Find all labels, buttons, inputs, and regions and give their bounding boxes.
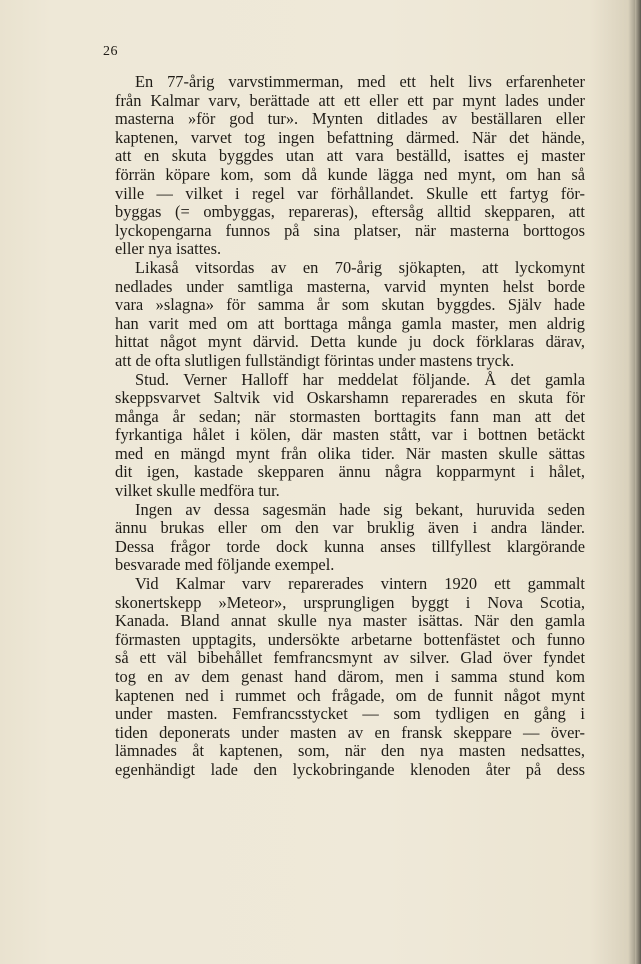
- text-line: tog en av dem genast hand därom, men i samma stund kom: [115, 667, 585, 686]
- text-line: Ingen av dessa sagesmän hade sig bekant, huruvida seden: [135, 499, 585, 519]
- page-number: 26: [103, 44, 118, 59]
- text-line: ville — vilket i regel var förhållandet. Skulle ett fartyg för-: [115, 183, 585, 203]
- text-line: lämnades åt kaptenen, som, när den nya masten nedsattes,: [115, 741, 585, 761]
- body-text: [115, 73, 585, 780]
- text-line: att de ofta slutligen fullständigt förintas under mastens tryck.: [115, 350, 515, 370]
- text-line: nedlades under samtliga masterna, varvid mynten helst borde: [115, 276, 585, 296]
- text-line: många år sedan; när stormasten borttagits fann man att det: [115, 406, 585, 426]
- text-line: tiden deponerats under masten av en fransk skeppare — över-: [115, 722, 585, 742]
- text-line: dit igen, kastade skepparen ännu några kopparmynt i hålet,: [115, 462, 585, 482]
- text-line: under masten. Femfrancsstycket — som tydligen en gång i: [115, 704, 585, 724]
- text-line: egenhändigt lade den lyckobringande klenoden åter på dess: [115, 759, 585, 779]
- text-line: han varit med om att borttaga många gamla master, men aldrig: [115, 313, 585, 333]
- text-line: En 77-årig varvstimmerman, med ett helt livs erfarenheter: [135, 72, 585, 91]
- text-line: Dessa frågor torde dock kunna anses tillfyllest klargörande: [115, 536, 585, 556]
- text-line: att en skuta byggdes utan att vara beställd, isattes ej master: [115, 146, 585, 166]
- text-line: hittat något mynt därvid. Detta kunde ju dock förklaras därav,: [115, 332, 585, 352]
- text-line: Vid Kalmar varv reparerades vintern 1920 ett gammalt: [135, 574, 585, 594]
- text-line: Stud. Verner Halloff har meddelat följande. Å det gamla: [135, 369, 585, 389]
- text-line: med en mängd mynt från olika tider. När masten skulle sättas: [115, 443, 585, 463]
- text-line: från Kalmar varv, berättade att ett eller ett par mynt lades under: [115, 90, 585, 110]
- text-line: förrän köpare kom, som då kunde lägga ned mynt, om han så: [115, 164, 585, 184]
- text-line: masterna »för god tur». Mynten ditlades av beställaren eller: [115, 109, 585, 129]
- text-line: så ett väl bibehållet femfrancsmynt av silver. Glad över fyndet: [115, 648, 585, 668]
- page-edge-shadow: [635, 0, 641, 964]
- text-line: besvarade med följande exempel.: [115, 555, 335, 575]
- text-line: skonertskepp »Meteor», ursprungligen byggt i Nova Scotia,: [115, 592, 585, 612]
- text-line: byggas (= ombyggas, repareras), eftersåg alltid skepparen, att: [115, 202, 585, 222]
- text-line: fyrkantiga hålet i kölen, där masten stått, var i bottnen betäckt: [115, 425, 585, 445]
- text-line: skeppsvarvet Saltvik vid Oskarshamn reparerades en skuta för: [115, 388, 585, 408]
- text-line: vilket skulle medföra tur.: [115, 481, 280, 501]
- text-line: kaptenen ned i rummet och frågade, om de funnit något mynt: [115, 685, 585, 705]
- text-line: Likaså vitsordas av en 70-årig sjökapten, att lyckomynt: [135, 257, 585, 277]
- text-line: Kanada. Bland annat skulle nya master isättas. När den gamla: [115, 611, 585, 631]
- text-line: eller nya isattes.: [115, 239, 222, 259]
- text-line: lyckopengarna funnos på sina platser, när masterna borttogos: [115, 220, 585, 240]
- text-line: vara »slagna» för samma år som skutan byggdes. Själv hade: [115, 295, 585, 315]
- text-line: ännu brukas eller om den var bruklig även i andra länder.: [115, 518, 585, 538]
- text-line: kaptenen, varvet tog ingen befattning därmed. När det hände,: [115, 127, 585, 147]
- text-line: förmasten upptagits, undersökte arbetarne bottenfästet och funno: [115, 629, 585, 649]
